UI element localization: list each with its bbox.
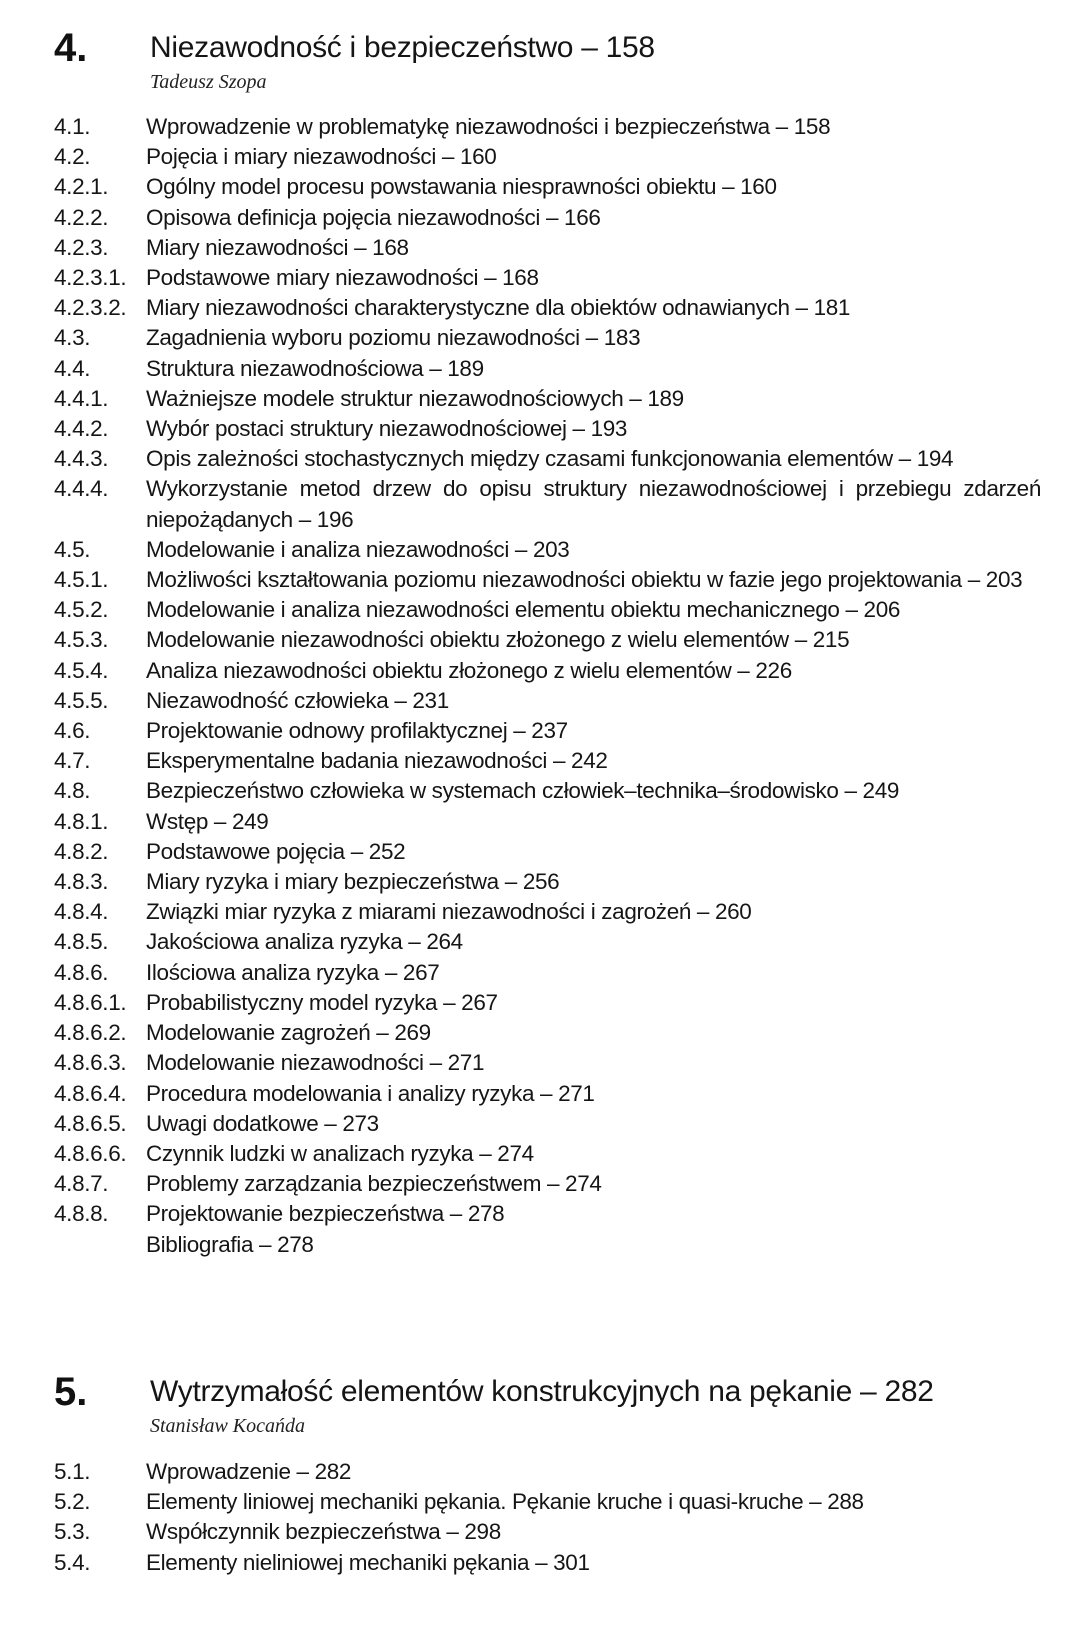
chapter-5-toc bbox=[54, 1457, 1041, 1578]
toc-entry bbox=[54, 716, 1041, 746]
toc-entry-title: Modelowanie niezawodności – 271 bbox=[146, 1050, 485, 1076]
toc-entry bbox=[54, 625, 1041, 655]
chapter-title: Wytrzymałość elementów konstrukcyjnych na pękanie – 282 bbox=[150, 1375, 934, 1408]
toc-entry bbox=[54, 142, 1041, 172]
toc-entry-number: 4.8.6. bbox=[54, 959, 109, 985]
toc-entry bbox=[54, 565, 1041, 595]
toc-entry-title: Miary niezawodności charakterystyczne dla obiektów odnawianych – 181 bbox=[146, 295, 851, 321]
toc-entry bbox=[54, 444, 1041, 474]
toc-entry-number: 5.2. bbox=[54, 1489, 91, 1515]
toc-entry bbox=[54, 233, 1041, 263]
toc-entry-title: Ilościowa analiza ryzyka – 267 bbox=[146, 959, 440, 985]
toc-entry-number: 4.4.3. bbox=[54, 446, 109, 472]
toc-entry-number: 4.5.3. bbox=[54, 627, 109, 653]
toc-entry bbox=[54, 1109, 1041, 1139]
toc-entry-title: Wybór postaci struktury niezawodnościowej – 193 bbox=[146, 416, 628, 442]
toc-entry-number: 4.2.3.2. bbox=[54, 295, 127, 321]
toc-entry-title: Procedura modelowania i analizy ryzyka – 271 bbox=[146, 1080, 595, 1106]
toc-entry bbox=[54, 203, 1041, 233]
toc-entry-number: 4.7. bbox=[54, 748, 91, 774]
toc-entry-title: Możliwości kształtowania poziomu niezawodności obiektu w fazie jego projektowania – 203 bbox=[146, 567, 1023, 593]
toc-entry-title: Miary niezawodności – 168 bbox=[146, 234, 409, 260]
toc-entry-title: Opisowa definicja pojęcia niezawodności – 166 bbox=[146, 204, 601, 230]
toc-entry-number: 4.8.5. bbox=[54, 929, 109, 955]
toc-entry bbox=[54, 776, 1041, 806]
toc-entry-number: 4.2.3. bbox=[54, 234, 109, 260]
toc-entry-title: Elementy nieliniowej mechaniki pękania – 301 bbox=[146, 1549, 590, 1575]
toc-entry-title: Ważniejsze modele struktur niezawodnościowych – 189 bbox=[146, 385, 684, 411]
toc-entry-number: 4.8.8. bbox=[54, 1201, 109, 1227]
toc-entry-title: Modelowanie zagrożeń – 269 bbox=[146, 1020, 431, 1046]
toc-entry-number: 4.5.1. bbox=[54, 567, 109, 593]
toc-entry bbox=[54, 1487, 1041, 1517]
toc-entry-title: Problemy zarządzania bezpieczeństwem – 274 bbox=[146, 1171, 602, 1197]
toc-entry-title: Pojęcia i miary niezawodności – 160 bbox=[146, 144, 497, 170]
toc-entry-number: 4.8.2. bbox=[54, 838, 109, 864]
toc-entry bbox=[54, 323, 1041, 353]
toc-entry-number: 5.3. bbox=[54, 1519, 91, 1545]
toc-entry-title: Wstęp – 249 bbox=[146, 808, 269, 834]
toc-entry bbox=[54, 927, 1041, 957]
toc-entry-number: 4.4.4. bbox=[54, 476, 109, 502]
toc-entry-title: Podstawowe miary niezawodności – 168 bbox=[146, 265, 539, 291]
chapter-title: Niezawodność i bezpieczeństwo – 158 bbox=[150, 31, 655, 64]
toc-entry-number: 4.4.2. bbox=[54, 416, 109, 442]
toc-entry-title: Bibliografia – 278 bbox=[146, 1231, 314, 1257]
toc-entry bbox=[54, 807, 1041, 837]
toc-entry-title: Bezpieczeństwo człowieka w systemach człowiek–technika–środowisko – 249 bbox=[146, 778, 900, 804]
toc-entry bbox=[54, 384, 1041, 414]
toc-entry-number: 4.5. bbox=[54, 536, 91, 562]
toc-entry bbox=[54, 112, 1041, 142]
toc-entry-title: Modelowanie i analiza niezawodności – 203 bbox=[146, 536, 570, 562]
toc-entry-title: Niezawodność człowieka – 231 bbox=[146, 687, 449, 713]
toc-entry-title: Wykorzystanie metod drzew do opisu struktury niezawodnościowej i przebiegu zdarzeń niepożądanych – 196 bbox=[146, 476, 1041, 532]
toc-entry-number: 4.2.1. bbox=[54, 174, 109, 200]
toc-entry-number: 4.5.2. bbox=[54, 597, 109, 623]
toc-entry bbox=[54, 595, 1041, 625]
toc-entry bbox=[54, 1139, 1041, 1169]
toc-entry bbox=[54, 474, 1041, 534]
toc-entry bbox=[54, 897, 1041, 927]
toc-entry-number: 4.8.6.1. bbox=[54, 989, 127, 1015]
toc-entry-number: 4.4. bbox=[54, 355, 91, 381]
toc-entry bbox=[54, 172, 1041, 202]
toc-entry-number: 4.8.6.2. bbox=[54, 1020, 127, 1046]
toc-entry-title: Projektowanie odnowy profilaktycznej – 237 bbox=[146, 718, 568, 744]
toc-entry-title: Współczynnik bezpieczeństwa – 298 bbox=[146, 1519, 501, 1545]
toc-entry-number: 4.6. bbox=[54, 718, 91, 744]
toc-entry-number: 4.5.4. bbox=[54, 657, 109, 683]
toc-entry-title: Związki miar ryzyka z miarami niezawodności i zagrożeń – 260 bbox=[146, 899, 752, 925]
chapter-author: Stanisław Kocańda bbox=[150, 1415, 306, 1437]
toc-entry-title: Modelowanie niezawodności obiektu złożonego z wielu elementów – 215 bbox=[146, 627, 850, 653]
toc-entry bbox=[54, 1230, 1041, 1260]
toc-entry bbox=[54, 293, 1041, 323]
toc-entry-title: Ogólny model procesu powstawania niesprawności obiektu – 160 bbox=[146, 174, 777, 200]
toc-entry-title: Zagadnienia wyboru poziomu niezawodności – 183 bbox=[146, 325, 641, 351]
toc-entry bbox=[54, 1517, 1041, 1547]
toc-entry bbox=[54, 867, 1041, 897]
toc-entry-number bbox=[54, 1230, 146, 1260]
toc-entry bbox=[54, 1018, 1041, 1048]
toc-entry bbox=[54, 746, 1041, 776]
toc-entry bbox=[54, 656, 1041, 686]
toc-entry-title: Probabilistyczny model ryzyka – 267 bbox=[146, 989, 498, 1015]
toc-entry-number: 4.3. bbox=[54, 325, 91, 351]
toc-entry-number: 5.1. bbox=[54, 1459, 91, 1484]
toc-entry-number: 4.8.3. bbox=[54, 869, 109, 895]
toc-entry bbox=[54, 1079, 1041, 1109]
chapter-number: 5. bbox=[54, 1370, 88, 1414]
toc-entry-title: Jakościowa analiza ryzyka – 264 bbox=[146, 929, 463, 955]
toc-entry-number: 4.8.4. bbox=[54, 899, 109, 925]
toc-entry-title: Uwagi dodatkowe – 273 bbox=[146, 1110, 379, 1136]
toc-entry bbox=[54, 686, 1041, 716]
toc-entry bbox=[54, 837, 1041, 867]
chapter-author: Tadeusz Szopa bbox=[150, 71, 267, 93]
toc-entry-number: 4.5.5. bbox=[54, 687, 109, 713]
toc-entry-number: 5.4. bbox=[54, 1549, 91, 1575]
toc-entry-number: 4.8.6.3. bbox=[54, 1050, 127, 1076]
toc-entry bbox=[54, 535, 1041, 565]
chapter-number: 4. bbox=[54, 26, 88, 70]
toc-entry-title: Elementy liniowej mechaniki pękania. Pękanie kruche i quasi-kruche – 288 bbox=[146, 1489, 864, 1515]
toc-entry bbox=[54, 354, 1041, 384]
toc-entry-number: 4.2. bbox=[54, 144, 91, 170]
toc-entry-number: 4.8.6.6. bbox=[54, 1140, 127, 1166]
toc-entry-number: 4.1. bbox=[54, 114, 91, 139]
toc-entry bbox=[54, 263, 1041, 293]
toc-entry-title: Modelowanie i analiza niezawodności elementu obiektu mechanicznego – 206 bbox=[146, 597, 901, 623]
toc-entry bbox=[54, 958, 1041, 988]
toc-entry-title: Struktura niezawodnościowa – 189 bbox=[146, 355, 484, 381]
chapter-4-toc bbox=[54, 112, 1041, 1260]
toc-entry-title: Opis zależności stochastycznych między czasami funkcjonowania elementów – 194 bbox=[146, 446, 954, 472]
toc-entry bbox=[54, 1169, 1041, 1199]
toc-entry-title: Podstawowe pojęcia – 252 bbox=[146, 838, 406, 864]
toc-entry-number: 4.8.1. bbox=[54, 808, 109, 834]
toc-entry-number: 4.2.2. bbox=[54, 204, 109, 230]
toc-entry-number: 4.2.3.1. bbox=[54, 265, 127, 291]
toc-entry-number: 4.8.7. bbox=[54, 1171, 109, 1197]
toc-entry bbox=[54, 1048, 1041, 1078]
toc-entry bbox=[54, 1457, 1041, 1487]
toc-entry-title: Wprowadzenie w problematykę niezawodności i bezpieczeństwa – 158 bbox=[146, 114, 831, 139]
toc-entry-title: Czynnik ludzki w analizach ryzyka – 274 bbox=[146, 1140, 534, 1166]
toc-entry bbox=[54, 1199, 1041, 1229]
toc-entry bbox=[54, 988, 1041, 1018]
toc-entry-number: 4.8.6.4. bbox=[54, 1080, 127, 1106]
toc-entry-number: 4.8.6.5. bbox=[54, 1110, 127, 1136]
toc-entry-title: Projektowanie bezpieczeństwa – 278 bbox=[146, 1201, 505, 1227]
toc-entry-number: 4.4.1. bbox=[54, 385, 109, 411]
toc-entry-title: Eksperymentalne badania niezawodności – 242 bbox=[146, 748, 608, 774]
toc-entry-title: Miary ryzyka i miary bezpieczeństwa – 256 bbox=[146, 869, 560, 895]
toc-entry-number: 4.8. bbox=[54, 778, 91, 804]
toc-entry-title: Analiza niezawodności obiektu złożonego z wielu elementów – 226 bbox=[146, 657, 792, 683]
toc-entry-title: Wprowadzenie – 282 bbox=[146, 1459, 352, 1484]
toc-entry bbox=[54, 414, 1041, 444]
toc-entry bbox=[54, 1548, 1041, 1578]
